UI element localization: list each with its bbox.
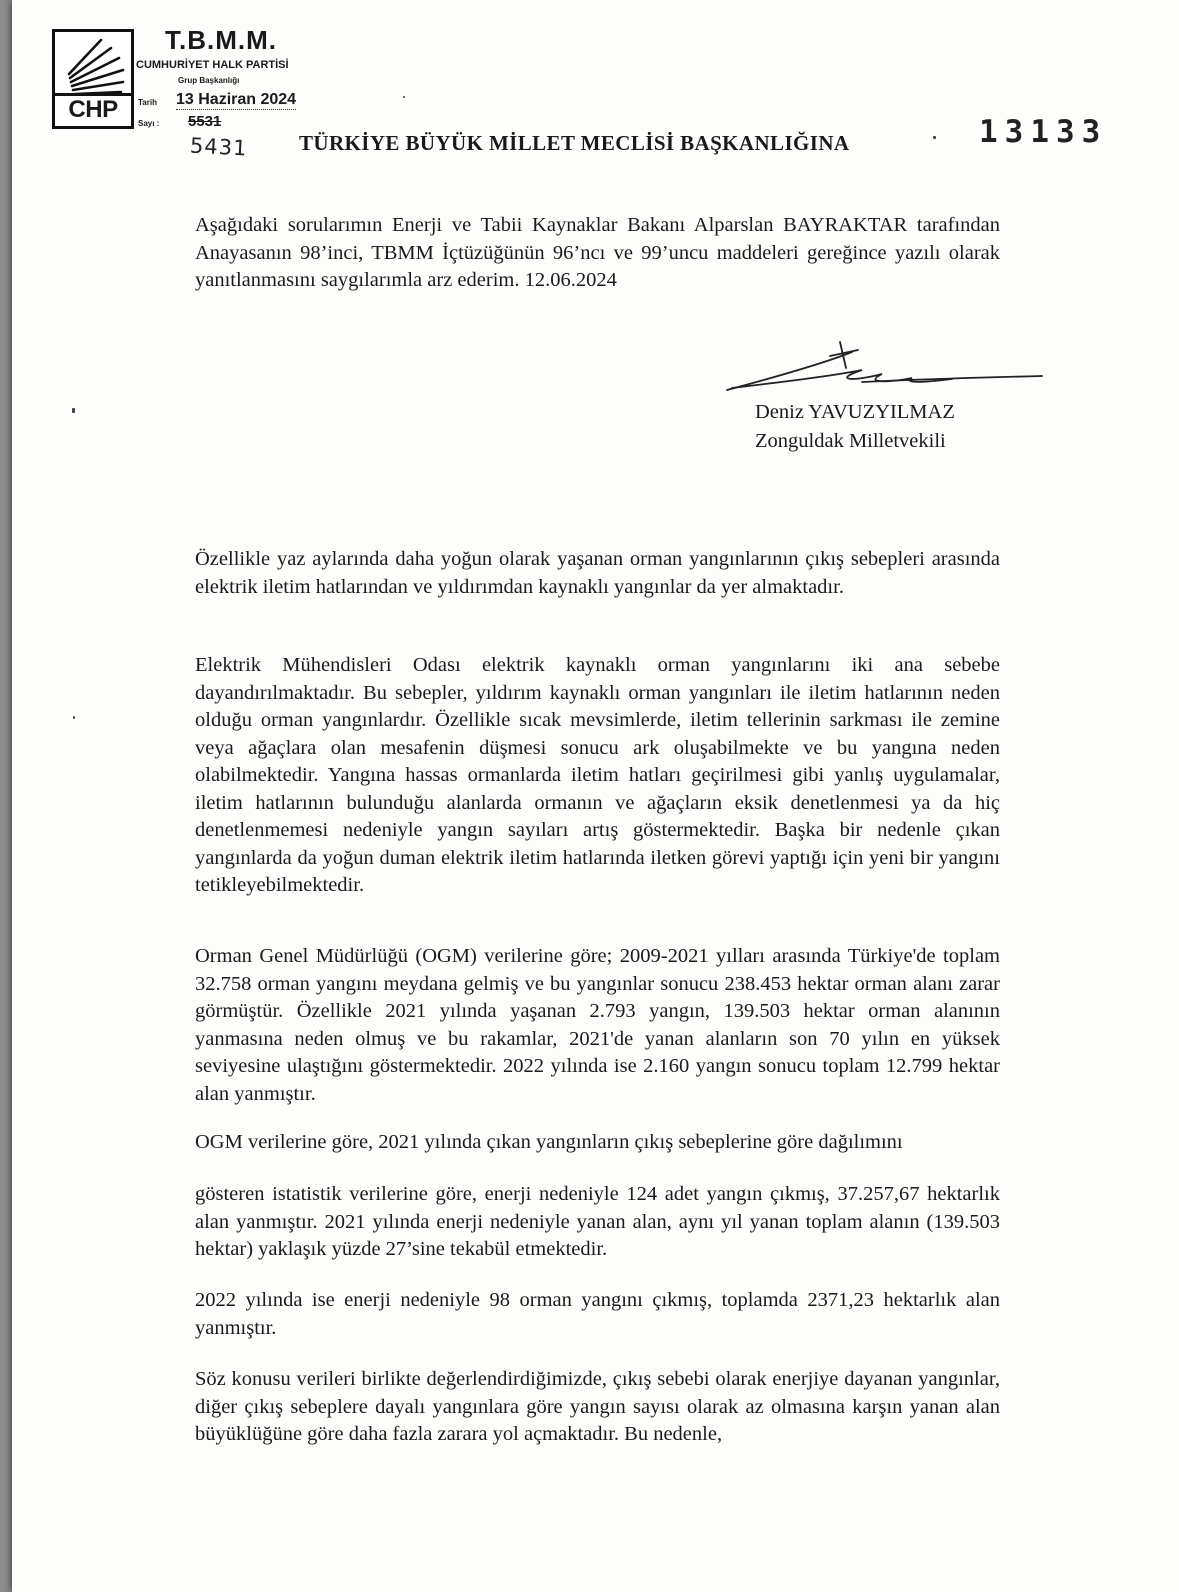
six-arrows-icon [61,36,127,100]
margin-mark [72,408,75,413]
signature-scribble [712,338,1052,400]
chp-logo [52,29,134,129]
date-label: Tarih [138,98,157,107]
number-struck: 5531 [188,113,222,130]
date-value: 13 Haziran 2024 [176,91,297,108]
document-page [12,0,1179,1592]
body-paragraph-6: 2022 yılında ise enerji nedeniyle 98 orman yangını çıkmış, toplamda 2371,23 hektarlık alan yanmıştır. [195,1289,1000,1339]
page-title: TÜRKİYE BÜYÜK MİLLET MECLİSİ BAŞKANLIĞINA [299,131,850,155]
number-handwritten: 5431 [189,133,249,161]
margin-mark [73,716,75,719]
number-label: Sayı : [138,119,160,128]
parliament-abbrev: T.B.M.M. [165,25,277,55]
body-paragraph-4: OGM verilerine göre, 2021 yılında çıkan yangınların çıkış sebeplerine göre dağılımını [195,1131,903,1153]
signer-name: Deniz YAVUZYILMAZ [755,401,955,423]
party-name: CUMHURİYET HALK PARTİSİ [136,59,289,71]
body-paragraph-1: Özellikle yaz aylarında daha yoğun olarak yaşanan orman yangınlarının çıkış sebepleri arasında elektrik iletim hatlarından ve yıldırımdan kaynaklı yangınlar da yer almaktadır. [195,548,1000,598]
body-paragraph-7: Söz konusu verileri birlikte değerlendirdiğimizde, çıkış sebebi olarak enerjiye dayanan yangınlar, diğer çıkış sebeplere dayalı yangınlara göre yangın sayısı olarak az olmasına karşın yanan alan büyüklüğüne göre daha fazla zarara yol açmaktadır. Bu nedenle, [195,1368,1000,1445]
signer-title: Zonguldak Milletvekili [755,430,946,452]
margin-mark [933,136,936,139]
body-paragraph-5: gösteren istatistik verilerine göre, enerji nedeniyle 124 adet yangın çıkmış, 37.257,67 hektarlık alan yanmıştır. 2021 yılında enerji nedeniyle yanan alan, aynı yıl yanan toplam alanın (139.503 hektar) yaklaşık yüzde 27’sine tekabül etmektedir. [195,1183,1000,1260]
signer-block [755,398,955,456]
margin-mark [403,96,405,98]
logo-text: CHP [55,93,131,126]
body-paragraph-2: Elektrik Mühendisleri Odası elektrik kaynaklı orman yangınlarını iki ana sebebe dayandırılmaktadır. Bu sebepler, yıldırım kaynaklı orman yangınları ile iletim hatlarının neden olduğu orman yangınlardır. Özellikle sıcak mevsimlerde, iletim tellerinin sarkması ile zemine veya ağaçlara olan mesafenin düşmesi sonucu ark oluşabilmekte ve bu yangına neden olabilmektedir. Yangına hassas ormanlarda iletim hatları geçirilmesi gibi yanlış uygulamalar, iletim hatlarının bulunduğu alanlarda ormanın ve ağaçların eksik denetlenmesi ya da hiç denetlenmemesi nedeniyle yangın sayıları artış göstermektedir. Başka bir nedenle çıkan yangınlarda da yoğun duman elektrik iletim hatlarında iletken görevi yaptığı için yeni bir yangını tetikleyebilmektedir. [195,654,1000,896]
group-office: Grup Başkanlığı [178,76,240,85]
party-stamp [52,25,307,161]
signature [712,338,1052,400]
registry-number: 13133 [979,114,1108,150]
intro-paragraph: Aşağıdaki sorularımın Enerji ve Tabii Kaynaklar Bakanı Alparslan BAYRAKTAR tarafından Anayasanın 98’inci, TBMM İçtüzüğünün 96’ncı ve 99’uncu maddeleri gereğince yazılı olarak yanıtlanmasını saygılarımla arz ederim. 12.06.2024 [195,214,1000,291]
body-paragraph-3: Orman Genel Müdürlüğü (OGM) verilerine göre; 2009-2021 yılları arasında Türkiye'de toplam 32.758 orman yangını meydana gelmiş ve bu yangınlar sonucu 238.453 hektar orman alanı zarar görmüştür. Özellikle 2021 yılında yaşanan 2.793 yangın, 139.503 hektar orman alanının yanmasına neden olmuş ve bu rakamlar, 2021'de yanan alanların son 70 yılın en yüksek seviyesine ulaştığını göstermektedir. 2022 yılında ise 2.160 yangın sonucu toplam 12.799 hektar alan yanmıştır. [195,945,1000,1105]
